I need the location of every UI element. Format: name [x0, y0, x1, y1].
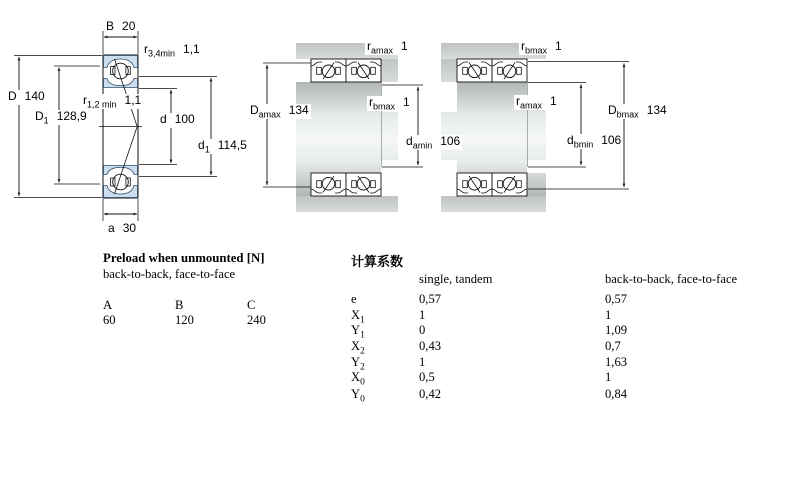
- preload-column-headers: [103, 298, 319, 313]
- dim-label-Dbmax: $D_{bmax}$ 134: [608, 103, 667, 120]
- preload-values: [103, 313, 319, 328]
- dim-label-D: D 140: [6, 90, 47, 105]
- dim-label-d1: $d_1$ 114,5: [198, 138, 247, 155]
- dim-label-dbmin: $d_{bmin}$ 106: [567, 133, 622, 150]
- calculation-factors-table: 计算系数 single, tandem back-to-back, face-to-face e 0,57 0,57 $X_1$ 1 1 $Y_1$ 0 1,09 $X_2$ 0,43 0,7 $Y_2$ 1 1,63 $X_0$ 0,5 1 $Y_0$ 0,42 0,84: [351, 251, 781, 411]
- dim-label-r12min: $r_{1,2 min}$ 1,1: [83, 93, 142, 110]
- dim-label-ramax-fig2: $r_{amax}$ 1: [367, 39, 408, 56]
- dim-label-damin: $d_{amin}$ 106: [406, 134, 461, 151]
- preload-value-B: 120: [175, 313, 194, 327]
- dim-label-ramax-fig3: $r_{amax}$ 1: [516, 94, 557, 111]
- preload-title: Preload when unmounted [N]: [103, 251, 265, 265]
- factors-col2-header: back-to-back, face-to-face: [605, 272, 738, 286]
- preload-value-C: 240: [247, 313, 266, 327]
- preload-col-C: C: [247, 298, 256, 312]
- preload-subtitle: back-to-back, face-to-face: [103, 267, 236, 281]
- preload-value-A: 60: [103, 313, 116, 327]
- dim-label-rbmax-fig3: $r_{bmax}$ 1: [521, 39, 562, 56]
- preload-col-A: A: [103, 298, 113, 312]
- dim-label-D1: $D_1$ 128,9: [35, 109, 87, 126]
- dim-label-d: d 100: [158, 113, 197, 128]
- dim-label-r34min: $r_{3,4min}$ 1,1: [144, 42, 200, 59]
- dim-label-rbmax-fig2: $r_{bmax}$ 1: [369, 95, 410, 112]
- dim-label-B: B 20: [104, 20, 137, 35]
- dim-label-a: a 30: [106, 222, 138, 237]
- figure2-arrangement-drawing: [263, 43, 423, 212]
- preload-col-B: B: [175, 298, 184, 312]
- figure3-arrangement-drawing: [441, 43, 629, 212]
- factors-title: 计算系数: [351, 254, 404, 269]
- preload-table: [103, 251, 373, 331]
- factors-col1-header: single, tandem: [419, 272, 493, 286]
- dim-label-Damax: $D_{amax}$ 134: [250, 103, 309, 120]
